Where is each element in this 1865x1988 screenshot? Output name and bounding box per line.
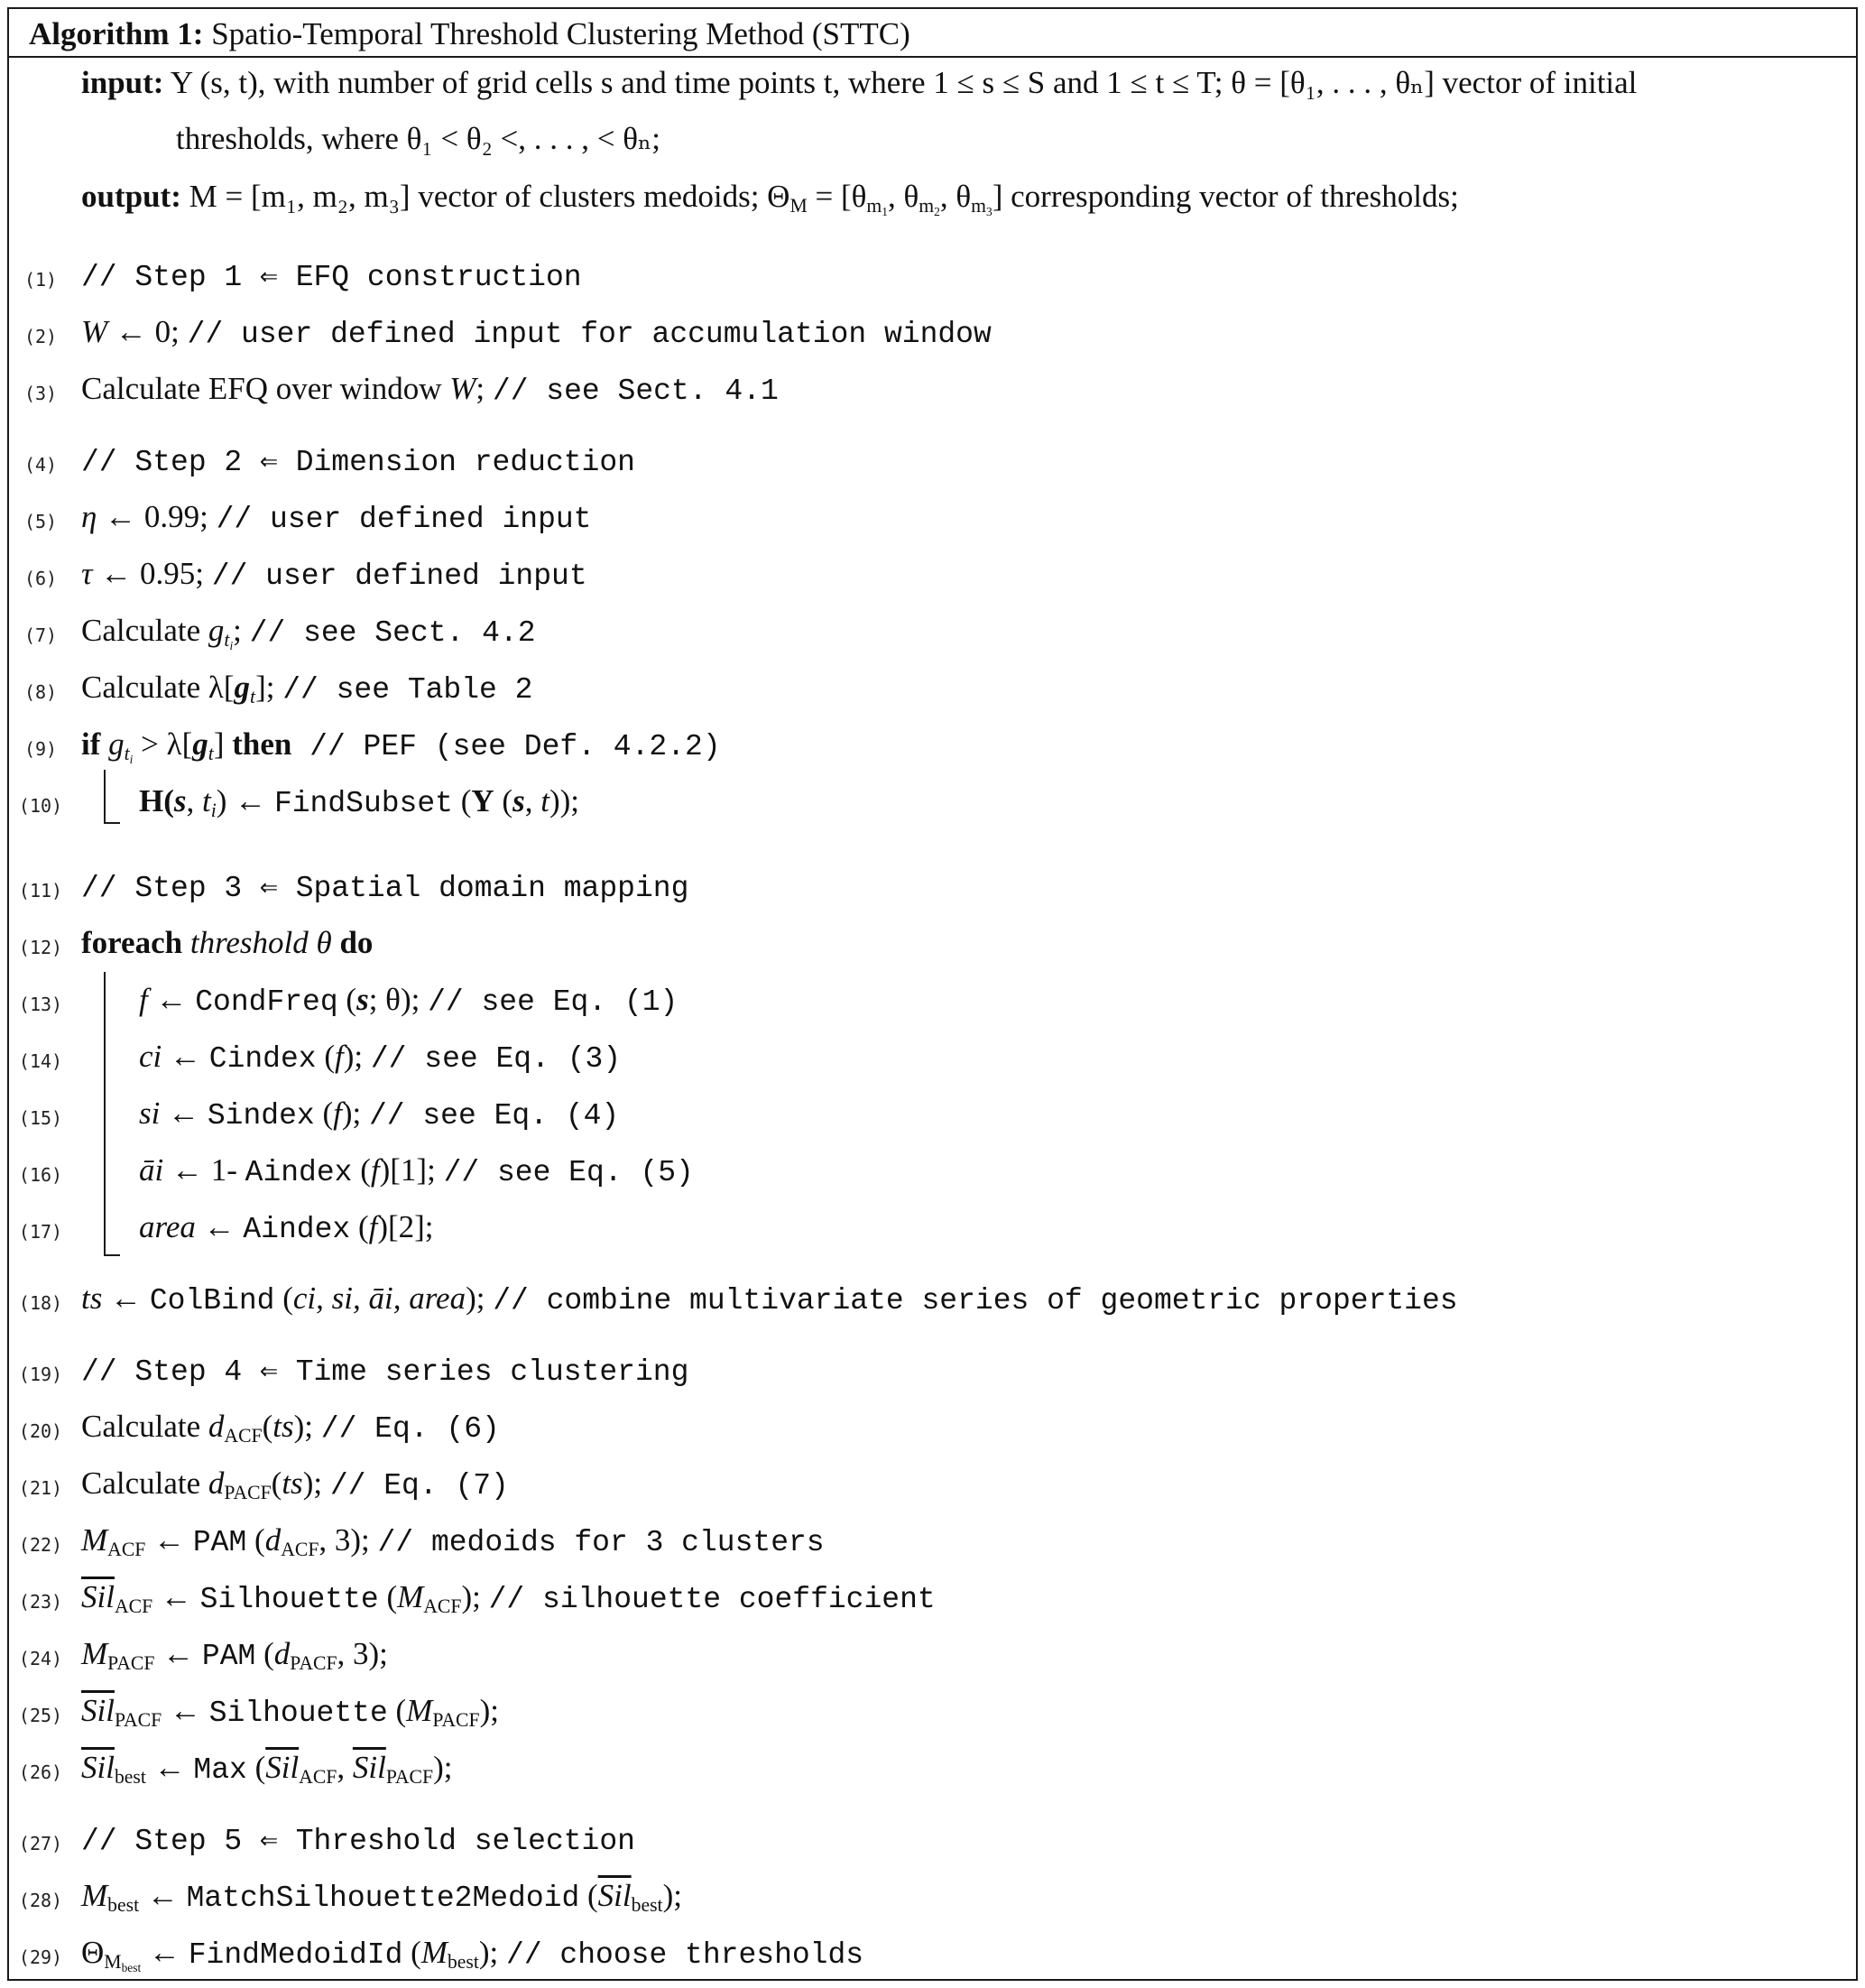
input-line-1 [81, 65, 1637, 101]
math-var: M [406, 1693, 433, 1728]
code-text: Calculate [81, 1409, 208, 1444]
math-var: W [81, 314, 108, 349]
algo-line-28 [9, 1873, 1850, 1919]
code-text: , [186, 783, 203, 818]
code-text: ( [579, 1878, 598, 1913]
subscript: ACF [114, 1595, 153, 1618]
subscript: ACF [224, 1425, 263, 1447]
code-text: Calculate [81, 1466, 208, 1501]
math-var: f [139, 982, 148, 1017]
code-text: ( [314, 1096, 334, 1131]
code-text: ← [154, 1636, 202, 1671]
subscript: PACF [224, 1482, 272, 1504]
output-eq: = [θ [807, 179, 867, 214]
keyword: do [339, 925, 374, 960]
code-text: ( [352, 1152, 371, 1188]
code-text: ← 1- [163, 1152, 245, 1188]
line-code [81, 1873, 682, 1921]
function-name: MatchSilhouette2Medoid [186, 1882, 580, 1915]
output-sub-1-i: 1 [882, 204, 889, 218]
code-text: ← [145, 1522, 193, 1558]
math-var: area [139, 1209, 196, 1244]
input-line-2 [176, 121, 660, 157]
subscript-index: i [129, 752, 134, 766]
algo-line-19 [9, 1347, 1850, 1392]
math-var: g [208, 613, 225, 648]
comment: // Step 4 ⇐ Time series clustering [81, 1355, 689, 1389]
math-var: f [368, 1209, 378, 1244]
foreach-block-bracket [104, 972, 120, 1256]
output-sub-3-i: 3 [986, 204, 993, 218]
math-var: f [335, 1039, 344, 1074]
comment: // Step 3 ⇐ Spatial domain mapping [81, 872, 689, 905]
input-text-continued: thresholds, where θ₁ < θ₂ <, . . . , < θₙ; [176, 121, 660, 156]
code-text: ← 0; [107, 314, 188, 349]
math-var: $\overline{Sil}$ [81, 1750, 115, 1785]
subscript-index: best [121, 1960, 142, 1974]
algo-line-9 [9, 722, 1850, 767]
function-name: Silhouette [199, 1583, 379, 1616]
function-name: PAM [192, 1526, 247, 1559]
math-var: f [370, 1152, 380, 1188]
code-text: ); [466, 1281, 494, 1316]
algo-line-2 [9, 310, 1850, 355]
code-text: > λ[ [133, 726, 193, 762]
code-text: ); [302, 1466, 330, 1501]
math-var: g [192, 726, 208, 762]
subscript: ACF [299, 1766, 337, 1789]
comment: // PEF (see Def. 4.2.2) [291, 730, 721, 763]
output-sub-1 [866, 195, 888, 217]
code-text: ; θ); [368, 982, 429, 1017]
line-number: (1) [23, 269, 58, 291]
function-name: FindSubset [273, 787, 453, 820]
line-number: (6) [23, 568, 58, 589]
comment: // see Sect. 4.1 [492, 374, 779, 408]
algo-line-21 [9, 1461, 1850, 1506]
line-code [81, 1347, 688, 1395]
output-sub-2 [919, 195, 940, 217]
line-code [81, 1817, 635, 1864]
code-text: Calculate EFQ over window [81, 371, 450, 406]
code-text: )); [549, 783, 579, 818]
line-number: (19) [18, 1364, 63, 1385]
line-number: (7) [23, 624, 58, 646]
output-sub-3 [971, 195, 993, 217]
function-name: Sindex [207, 1099, 315, 1133]
line-number: (12) [18, 937, 63, 958]
algo-line-11 [9, 864, 1850, 909]
math-var: M [397, 1579, 424, 1614]
math-var: $\overline{Sil}$ [81, 1579, 115, 1614]
algo-line-8 [9, 665, 1850, 710]
code-text: ← [102, 1281, 150, 1316]
code-text: Calculate [81, 613, 208, 648]
code-text: ( [274, 1281, 293, 1316]
algorithm-name: Spatio-Temporal Threshold Clustering Method (STTC) [211, 16, 910, 51]
line-number: (23) [18, 1591, 63, 1613]
comment: // Step 5 ⇐ Threshold selection [81, 1825, 635, 1858]
line-code [81, 1461, 509, 1509]
code-text: ; [475, 371, 493, 406]
algo-line-23 [9, 1575, 1850, 1620]
math-var: $\overline{Sil}$ [81, 1693, 115, 1728]
code-text: ( [316, 1039, 335, 1074]
line-number: (26) [18, 1761, 63, 1783]
code-text: ]; [255, 670, 283, 705]
code-text: Calculate λ[ [81, 670, 235, 705]
math-var: Y [471, 783, 494, 818]
math-var: ci, si, āi, area [292, 1281, 466, 1316]
function-name: Silhouette [208, 1697, 388, 1730]
line-number: (8) [23, 681, 58, 703]
math-var: s [173, 783, 187, 818]
math-var: s [356, 982, 369, 1017]
math-var: M [81, 1522, 108, 1558]
code-text: ); [478, 1935, 507, 1970]
algorithm-label: Algorithm 1: [29, 16, 204, 51]
algo-line-18 [9, 1276, 1850, 1321]
math-var: M [81, 1636, 108, 1671]
subscript-var: M [104, 1951, 122, 1974]
subscript: t [250, 686, 256, 708]
code-text: ] [213, 726, 233, 762]
code-text: ( [350, 1209, 369, 1244]
subscript-var: t [224, 629, 230, 652]
line-number: (18) [18, 1292, 63, 1314]
algorithm-title [29, 16, 910, 52]
comment: // choose thresholds [506, 1938, 864, 1972]
line-number: (4) [23, 454, 58, 476]
keyword: foreach [81, 925, 183, 960]
code-text: ; [233, 613, 250, 648]
line-code [139, 1034, 621, 1082]
code-text: ( [246, 1750, 266, 1785]
code-text: , 3); [319, 1522, 378, 1558]
output-sub-2-i: 2 [934, 204, 940, 218]
math-var: M [420, 1935, 448, 1970]
subscript: PACF [432, 1709, 480, 1732]
line-code [81, 1518, 825, 1566]
math-var: si [139, 1096, 161, 1131]
algo-line-13 [9, 977, 1850, 1022]
math-var: Θ [81, 1935, 105, 1970]
comment: // user defined input [216, 503, 592, 536]
line-code [139, 1091, 619, 1139]
function-name: Cindex [208, 1042, 317, 1076]
line-code [139, 1205, 434, 1253]
line-number: (15) [18, 1107, 63, 1129]
subscript [125, 743, 134, 764]
code-text: ( [255, 1636, 274, 1671]
subscript: best [107, 1894, 140, 1917]
subscript: ACF [281, 1539, 319, 1561]
algo-line-24 [9, 1632, 1850, 1677]
code-text: ( [337, 982, 357, 1017]
code-text: ← [162, 1039, 209, 1074]
line-number: (11) [18, 880, 63, 902]
function-name: Aindex [243, 1213, 351, 1246]
comment: // see Table 2 [282, 673, 533, 707]
algo-line-4 [9, 438, 1850, 483]
line-code [81, 920, 373, 966]
math-var: ts [282, 1466, 303, 1501]
line-number: (24) [18, 1648, 63, 1669]
line-code [81, 1404, 500, 1452]
line-number: (10) [18, 795, 63, 817]
output-line [81, 179, 1459, 218]
function-name: ColBind [149, 1284, 275, 1318]
algo-line-25 [9, 1688, 1850, 1734]
function-name: Max [193, 1753, 247, 1787]
code-text: )[2]; [377, 1209, 434, 1244]
code-text: ( [402, 1935, 421, 1970]
math-var: ts [81, 1281, 103, 1316]
algo-line-22 [9, 1518, 1850, 1563]
code-text: ← 0.95; [92, 556, 212, 591]
comment: // see Eq. (3) [370, 1042, 622, 1076]
code-text: ); [341, 1096, 369, 1131]
line-number: (25) [18, 1705, 63, 1726]
output-comma-1: , θ [888, 179, 919, 214]
output-sub: M [789, 195, 808, 217]
code-text: ); [479, 1693, 499, 1728]
algo-line-27 [9, 1817, 1850, 1862]
if-block-bracket [104, 770, 120, 824]
math-var: d [273, 1636, 291, 1671]
line-code [81, 253, 582, 301]
line-code [81, 366, 779, 414]
line-number: (20) [18, 1420, 63, 1442]
comment: // medoids for 3 clusters [377, 1526, 825, 1559]
code-text: ) ← [216, 783, 274, 818]
line-code [81, 1930, 863, 1978]
code-text: ← [152, 1579, 200, 1614]
function-name: Aindex [245, 1156, 353, 1189]
output-sub-2-m: m [919, 195, 935, 217]
output-sub-3-m: m [971, 195, 987, 217]
algo-line-20 [9, 1404, 1850, 1449]
algo-line-3 [9, 366, 1850, 411]
line-code [81, 1688, 499, 1736]
comment: // silhouette coefficient [488, 1583, 936, 1616]
math-var: M [81, 1878, 108, 1913]
subscript: ACF [107, 1539, 146, 1561]
line-number: (2) [23, 326, 58, 347]
math-var: ci [139, 1039, 162, 1074]
line-code [81, 608, 536, 656]
line-code [81, 722, 721, 770]
algo-line-7 [9, 608, 1850, 653]
line-number: (16) [18, 1164, 63, 1186]
code-text: ( [271, 1466, 282, 1501]
output-label: output: [81, 179, 181, 214]
code-text: ( [378, 1579, 398, 1614]
subscript: PACF [290, 1652, 337, 1675]
comment: // see Eq. (1) [428, 985, 679, 1019]
keyword: then [232, 726, 292, 762]
code-text: ); [433, 1750, 453, 1785]
input-text: Y (s, t), with number of grid cells s and time points t, where 1 ≤ s ≤ S and 1 ≤ t ≤ T; θ = [θ₁, . . . , θₙ] vector of initial [170, 65, 1638, 100]
math-var: ts [272, 1409, 294, 1444]
code-text: ( [452, 783, 472, 818]
line-code [81, 551, 587, 599]
math-var: āi [139, 1152, 164, 1188]
algo-line-10 [9, 779, 1850, 824]
line-code [139, 977, 678, 1025]
algo-line-1 [9, 253, 1850, 298]
comment: // see Eq. (4) [368, 1099, 620, 1133]
code-text: ← [160, 1096, 208, 1131]
code-text: ← [195, 1209, 244, 1244]
math-var: W [449, 371, 476, 406]
algo-line-26 [9, 1745, 1850, 1790]
subscript: PACF [107, 1652, 155, 1675]
code-text: ← [147, 982, 196, 1017]
math-var: s [512, 783, 525, 818]
math-var: τ [81, 556, 93, 591]
algo-line-16 [9, 1148, 1850, 1193]
math-var: d [208, 1409, 225, 1444]
line-number: (3) [23, 383, 58, 404]
line-code [81, 1575, 936, 1623]
line-number: (14) [18, 1050, 63, 1072]
subscript: best [114, 1766, 146, 1789]
code-text: ← [145, 1750, 194, 1785]
line-number: (13) [18, 994, 63, 1015]
algorithm-title-bar [9, 9, 1856, 58]
keyword: if [81, 726, 101, 762]
subscript: ACF [423, 1595, 462, 1618]
math-var: $\overline{Sil}$ [265, 1750, 300, 1785]
math-var: t [202, 783, 211, 818]
code-text: ← [139, 1878, 187, 1913]
line-code [81, 1276, 1458, 1324]
math-var: η [81, 499, 97, 534]
math-var: t [540, 783, 549, 818]
subscript-index: i [229, 638, 234, 652]
comment: // combine multivariate series of geometric properties [493, 1284, 1458, 1318]
code-text: ( [387, 1693, 407, 1728]
subscript: best [447, 1951, 479, 1974]
function-name: FindMedoidId [188, 1938, 403, 1972]
subscript: best [631, 1894, 663, 1917]
algo-line-17 [9, 1205, 1850, 1250]
code-text: , 3); [337, 1636, 388, 1671]
code-text: H( [139, 783, 174, 818]
function-name: PAM [201, 1640, 256, 1673]
output-end: ] corresponding vector of thresholds; [992, 179, 1459, 214]
math-var: d [264, 1522, 282, 1558]
line-code [139, 779, 579, 827]
math-var: d [208, 1466, 225, 1501]
output-text: M = [m₁, m₂, m₃] vector of clusters medoids; Θ [189, 179, 790, 214]
comment: // Eq. (6) [320, 1412, 500, 1446]
output-sub-1-m: m [866, 195, 882, 217]
algorithm-box [7, 7, 1858, 1981]
algo-line-14 [9, 1034, 1850, 1079]
line-code [81, 1632, 388, 1679]
output-comma-2: , θ [939, 179, 972, 214]
math-var: threshold θ [182, 925, 340, 960]
math-var: g [234, 670, 251, 705]
code-text: ); [293, 1409, 321, 1444]
algo-line-12 [9, 920, 1850, 966]
algo-line-15 [9, 1091, 1850, 1136]
comment: // user defined input for accumulation window [187, 318, 992, 351]
subscript [224, 629, 233, 651]
function-name: CondFreq [195, 985, 338, 1019]
comment: // Eq. (7) [329, 1469, 509, 1503]
code-text: ( [262, 1409, 273, 1444]
code-text: )[1]; [379, 1152, 444, 1188]
code-text: , [337, 1750, 353, 1785]
algo-line-6 [9, 551, 1850, 596]
line-number: (9) [23, 738, 58, 760]
comment: // see Eq. (5) [443, 1156, 694, 1189]
code-text: ( [246, 1522, 265, 1558]
line-code [81, 310, 992, 357]
code-text: ( [494, 783, 513, 818]
subscript: t [208, 743, 214, 765]
code-text: , [524, 783, 541, 818]
line-code [81, 438, 635, 485]
subscript-var: t [124, 743, 130, 765]
subscript [104, 1951, 141, 1973]
line-code [81, 864, 688, 911]
math-var: g [100, 726, 125, 762]
subscript: i [210, 800, 217, 822]
line-number: (29) [18, 1946, 63, 1968]
comment: // Step 2 ⇐ Dimension reduction [81, 446, 635, 479]
line-number: (5) [23, 511, 58, 532]
math-var: f [333, 1096, 342, 1131]
line-number: (22) [18, 1534, 63, 1556]
algo-line-29 [9, 1930, 1850, 1975]
math-var: $\overline{Sil}$ [352, 1750, 386, 1785]
line-code [81, 665, 532, 713]
comment: // Step 1 ⇐ EFQ construction [81, 261, 582, 294]
line-number: (17) [18, 1221, 63, 1243]
subscript: PACF [114, 1709, 162, 1732]
algo-line-5 [9, 495, 1850, 540]
code-text: ); [662, 1878, 682, 1913]
line-number: (28) [18, 1890, 63, 1911]
line-number: (27) [18, 1833, 63, 1854]
line-code [81, 495, 591, 542]
line-code [139, 1148, 694, 1196]
code-text: ← 0.99; [97, 499, 217, 534]
comment: // see Sect. 4.2 [249, 616, 536, 650]
code-text: ← [141, 1935, 189, 1970]
code-text: ← [162, 1693, 209, 1728]
math-var: $\overline{Sil}$ [597, 1878, 632, 1913]
line-number: (21) [18, 1477, 63, 1499]
line-code [81, 1745, 452, 1793]
code-text: ); [343, 1039, 371, 1074]
comment: // user defined input [211, 559, 587, 593]
code-text: ); [461, 1579, 489, 1614]
input-label: input: [81, 65, 164, 100]
subscript: PACF [385, 1766, 434, 1789]
